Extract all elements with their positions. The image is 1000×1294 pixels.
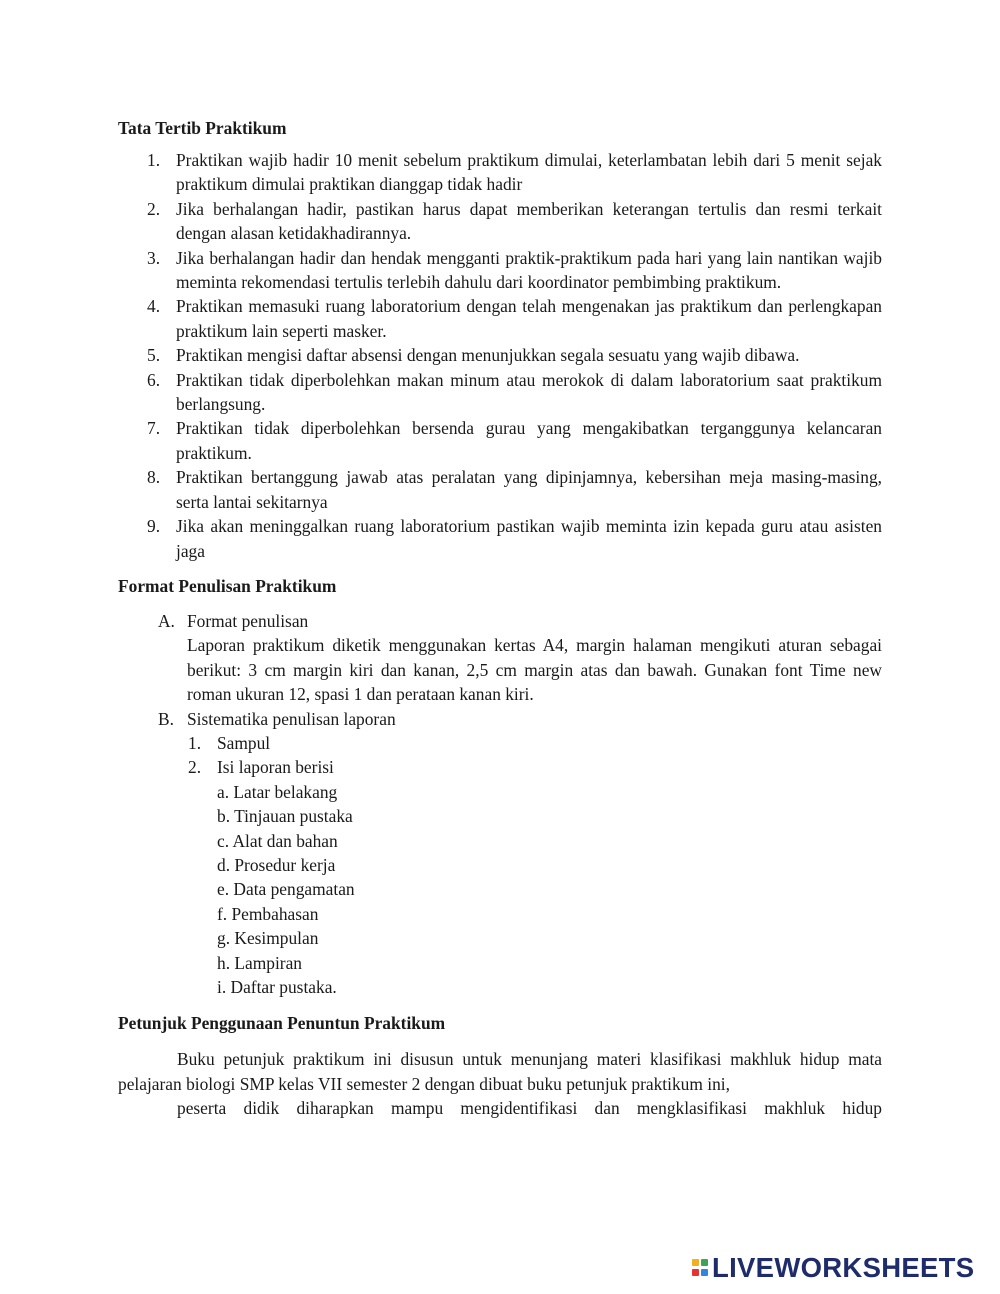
sistematika-heading: Sistematika penulisan laporan [187, 708, 396, 729]
list-item: 9. Jika akan meninggalkan ruang laboratorium pastikan wajib meminta izin kepada guru atau asisten jaga [147, 516, 882, 561]
list-item: c. Alat dan bahan [217, 830, 338, 851]
list-item: d. Prosedur kerja [217, 854, 336, 875]
list-item: e. Data pengamatan [217, 879, 355, 900]
document-page [118, 116, 882, 1121]
list-item: 6. Praktikan tidak diperbolehkan makan minum atau merokok di dalam laboratorium saat praktikum berlangsung. [147, 369, 882, 415]
list-item: h. Lampiran [217, 952, 302, 973]
liveworksheets-logo-icon [692, 1255, 710, 1281]
format-penulisan-heading: Format penulisan [187, 610, 309, 631]
list-item: i. Daftar pustaka. [217, 977, 337, 997]
format-penulisan-block: A. Format penulisan Laporan praktikum diketik menggunakan kertas A4, margin halaman mengikuti aturan sebagai berikut: 3 cm margin kiri dan kanan, 2,5 cm margin atas dan bawah. Gunakan font Time new roman ukuran 12, spasi 1 dan perataan kanan kiri. [118, 609, 882, 707]
list-item: 5. Praktikan mengisi daftar absensi dengan menunjukkan segala sesuatu yang wajib dibawa. [147, 345, 800, 366]
section-title-tata-tertib: Tata Tertib Praktikum [118, 118, 287, 138]
list-item: 1. Praktikan wajib hadir 10 menit sebelum praktikum dimulai, keterlambatan lebih dari 5 menit sejak praktikum dimulai praktikan dianggap tidak hadir [147, 150, 882, 195]
list-item: a. Latar belakang [217, 781, 338, 802]
list-item: b. Tinjauan pustaka [217, 806, 353, 827]
list-item: 7. Praktikan tidak diperbolehkan bersenda gurau yang mengakibatkan terganggunya kelancaran praktikum. [147, 418, 882, 463]
list-item: g. Kesimpulan [217, 928, 319, 949]
liveworksheets-wordmark: LIVEWORKSHEETS [712, 1252, 975, 1283]
list-item: f. Pembahasan [217, 903, 319, 924]
list-item: 2. Jika berhalangan hadir, pastikan harus dapat memberikan keterangan tertulis dan resmi terkait dengan alasan ketidakhadirannya. [147, 198, 882, 244]
liveworksheets-logo [692, 1252, 974, 1284]
list-item: 3. Jika berhalangan hadir dan hendak mengganti praktik-praktikum pada hari yang lain nantikan wajib meminta rekomendasi tertulis terlebih dahulu dari koordinator pembimbing praktikum. [147, 247, 882, 293]
section-title-petunjuk: Petunjuk Penggunaan Penuntun Praktikum [118, 1013, 446, 1034]
format-penulisan-paragraph: Laporan praktikum diketik menggunakan kertas A4, margin halaman mengikuti aturan sebagai berikut: 3 cm margin kiri dan kanan, 2,5 cm margin atas dan bawah. Gunakan font Time new roman ukuran 12, spasi 1 dan perataan kanan kiri. [187, 635, 882, 705]
rules-list [118, 148, 882, 563]
list-item: 4. Praktikan memasuki ruang laboratorium dengan telah mengenakan jas praktikum dan perlengkapan praktikum lain seperti masker. [147, 296, 882, 341]
petunjuk-paragraph: Buku petunjuk praktikum ini disusun untuk menunjang materi klasifikasi makhluk hidup mata pelajaran biologi SMP kelas VII semester 2 dengan dibuat buku petunjuk praktikum ini, peserta didik diharapkan mampu mengidentifikasi dan mengklasifikasi makhluk hidup [118, 1049, 882, 1119]
section-title-format-penulisan: Format Penulisan Praktikum [118, 575, 337, 596]
sistematika-block: B. Sistematika penulisan laporan [118, 707, 882, 731]
sub-item-sampul: 1. Sampul [188, 732, 271, 753]
sub-item-isi-laporan: 2. Isi laporan berisi [188, 757, 334, 778]
list-item: 8. Praktikan bertanggung jawab atas peralatan yang dipinjamnya, kebersihan meja masing-masing, serta lantai sekitarnya [147, 467, 882, 512]
isi-laporan-list [118, 780, 882, 1000]
